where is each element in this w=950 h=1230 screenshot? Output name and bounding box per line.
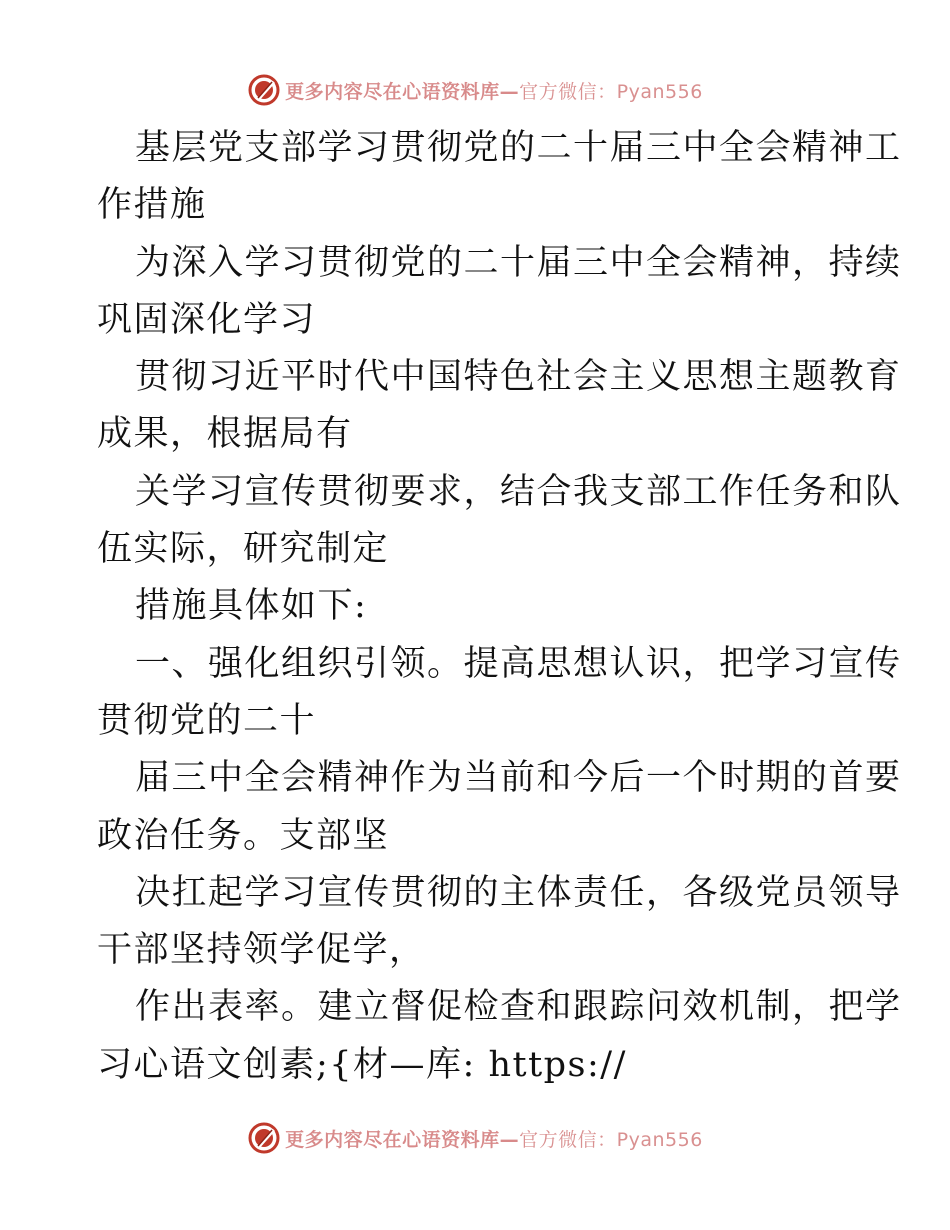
footer-watermark bbox=[0, 1118, 950, 1158]
doc-line: 措施具体如下: bbox=[135, 586, 368, 627]
pen-logo-icon bbox=[247, 73, 281, 107]
doc-line: 关学习宣传贯彻要求，结合我支部工作任务和队 bbox=[135, 471, 902, 512]
doc-line: 干部坚持领学促学， bbox=[97, 930, 426, 971]
doc-line: 基层党支部学习贯彻党的二十届三中全会精神工 bbox=[135, 128, 902, 168]
document-body bbox=[97, 120, 902, 1094]
doc-line: 伍实际，研究制定 bbox=[97, 529, 390, 570]
doc-line: 贯彻党的二十 bbox=[97, 700, 317, 741]
doc-line: 成果，根据局有 bbox=[97, 414, 353, 455]
doc-line: 届三中全会精神作为当前和今后一个时期的首要 bbox=[135, 758, 902, 799]
doc-line: 决扛起学习宣传贯彻的主体责任，各级党员领导 bbox=[135, 872, 902, 913]
doc-line: 贯彻习近平时代中国特色社会主义思想主题教育 bbox=[135, 357, 902, 398]
doc-line: 一、强化组织引领。提高思想认识，把学习宣传 bbox=[135, 643, 902, 684]
doc-line: 习心语文创素;{材—库: https:// bbox=[97, 1044, 627, 1085]
watermark-text: 更多内容尽在心语资料库—官方微信：Pyan556 bbox=[285, 80, 703, 103]
doc-line: 政治任务。支部坚 bbox=[97, 815, 390, 856]
doc-line: 巩固深化学习 bbox=[97, 299, 317, 340]
watermark-text: 更多内容尽在心语资料库—官方微信：Pyan556 bbox=[285, 1128, 703, 1151]
doc-line: 作出表率。建立督促检查和跟踪问效机制，把学 bbox=[135, 987, 902, 1028]
doc-line: 为深入学习贯彻党的二十届三中全会精神，持续 bbox=[135, 242, 902, 283]
doc-line: 作措施 bbox=[97, 185, 207, 226]
header-watermark bbox=[0, 70, 950, 110]
pen-logo-icon bbox=[247, 1121, 281, 1155]
